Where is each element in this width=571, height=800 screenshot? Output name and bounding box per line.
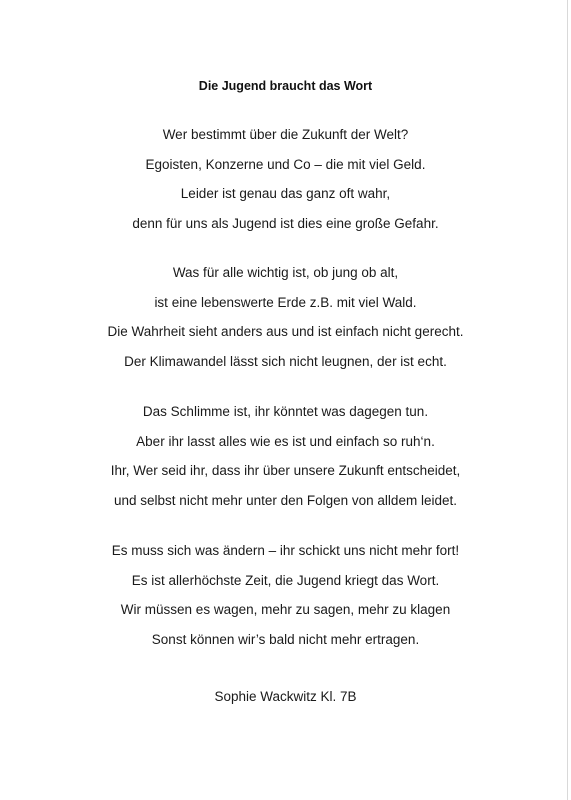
poem-line: ist eine lebenswerte Erde z.B. mit viel Wald. <box>154 294 417 310</box>
stanza-3 <box>0 397 571 515</box>
poem-line: Was für alle wichtig ist, ob jung ob alt, <box>172 265 399 280</box>
stanza-1 <box>0 120 571 238</box>
stanza-4 <box>0 536 571 654</box>
stanza-2 <box>0 258 571 376</box>
poem-line: Wir müssen es wagen, mehr zu sagen, mehr zu klagen <box>120 602 451 617</box>
poem-line: Es muss sich was ändern – ihr schickt uns nicht mehr fort! <box>111 543 460 558</box>
poem-title: Die Jugend braucht das Wort <box>198 79 373 93</box>
poem-line: Ihr, Wer seid ihr, dass ihr über unsere Zukunft entscheidet, <box>110 463 461 478</box>
author-signature: Sophie Wackwitz Kl. 7B <box>214 689 357 704</box>
poem-line: Das Schlimme ist, ihr könntet was dagegen tun. <box>142 404 429 419</box>
poem-line: und selbst nicht mehr unter den Folgen von alldem leidet. <box>114 492 457 508</box>
poem-line: Die Wahrheit sieht anders aus und ist einfach nicht gerecht. <box>107 324 464 339</box>
poem-line: Aber ihr lasst alles wie es ist und einfach so ruh‘n. <box>136 433 435 449</box>
poem-line: Der Klimawandel lässt sich nicht leugnen, der ist echt. <box>124 353 447 369</box>
poem-line: Sonst können wir’s bald nicht mehr ertragen. <box>151 631 420 647</box>
poem-line: Es ist allerhöchste Zeit, die Jugend kriegt das Wort. <box>131 572 440 588</box>
poem-line: Wer bestimmt über die Zukunft der Welt? <box>162 127 409 142</box>
poem-line: Leider ist genau das ganz oft wahr, <box>180 186 391 201</box>
poem-line: denn für uns als Jugend ist dies eine große Gefahr. <box>132 215 439 231</box>
poem-line: Egoisten, Konzerne und Co – die mit viel Geld. <box>145 156 426 172</box>
